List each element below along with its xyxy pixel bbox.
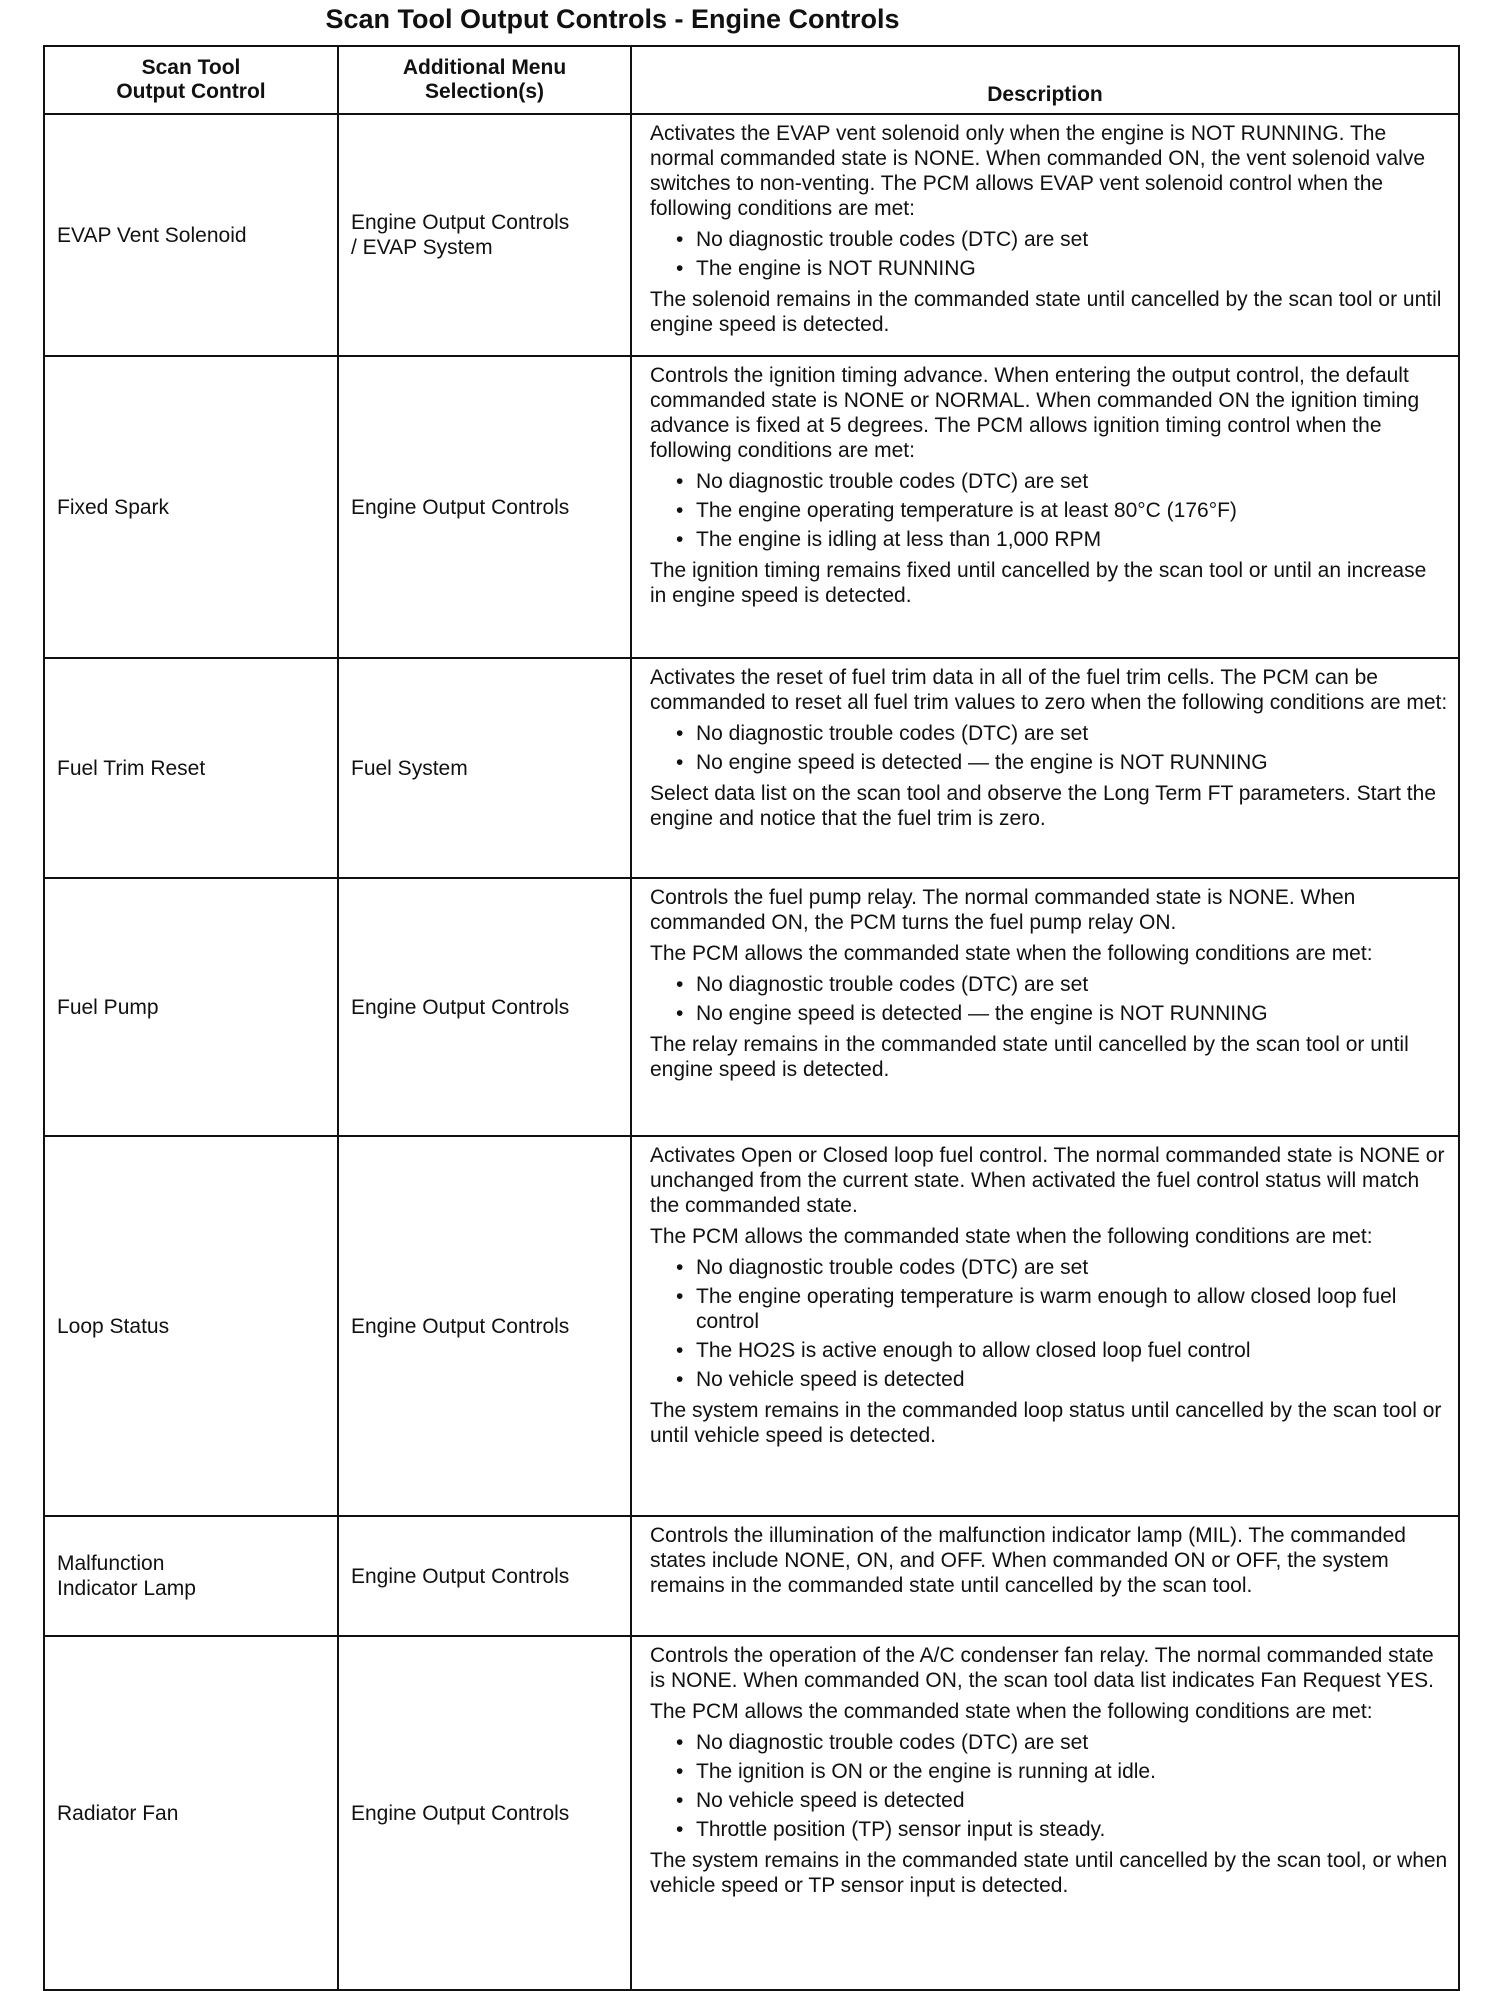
condition-list-item: • The engine operating temperature is at least 80°C (176°F) (676, 498, 1448, 523)
description-paragraph: Controls the illumination of the malfunction indicator lamp (MIL). The commanded states include NONE, ON, and OFF. When commanded ON or OFF, the system remains in the commanded state until cancelled by the scan tool. (650, 1524, 1406, 1597)
cell-menu-selection (338, 1636, 631, 1990)
description-paragraph: The relay remains in the commanded state until cancelled by the scan tool or until engine speed is detected. (650, 1033, 1409, 1081)
cell-text-line: Engine Output Controls (351, 1801, 570, 1825)
description-paragraph: Controls the fuel pump relay. The normal commanded state is NONE. When commanded ON, the PCM turns the fuel pump relay ON. (650, 886, 1356, 934)
condition-list-item: • No diagnostic trouble codes (DTC) are set (676, 1255, 1448, 1280)
condition-list (650, 1255, 1448, 1392)
table-row (44, 1516, 1459, 1636)
cell-output-control (44, 356, 338, 658)
table-header-row (44, 46, 1459, 114)
cell-text-line: Engine Output Controls (351, 211, 570, 234)
table-body (44, 114, 1459, 1990)
header-line: Selection(s) (424, 80, 545, 103)
cell-menu-selection (338, 658, 631, 878)
cell-text-line: / EVAP System (351, 236, 493, 259)
cell-text-line: Malfunction (57, 1552, 165, 1575)
table-row (44, 878, 1459, 1136)
condition-list-item: • Throttle position (TP) sensor input is steady. (676, 1817, 1448, 1842)
condition-list-item: • The HO2S is active enough to allow closed loop fuel control (676, 1338, 1448, 1363)
condition-list-item: • The engine operating temperature is warm enough to allow closed loop fuel control (676, 1284, 1448, 1334)
description-paragraph: The solenoid remains in the commanded state until cancelled by the scan tool or until engine speed is detected. (650, 288, 1442, 336)
description-paragraph: Activates the EVAP vent solenoid only when the engine is NOT RUNNING. The normal commanded state is NONE. When commanded ON, the vent solenoid valve switches to non-venting. The PCM allows EVAP vent solenoid control when the following conditions are met: (650, 122, 1426, 220)
table-row (44, 114, 1459, 356)
header-line: Additional Menu (402, 56, 567, 79)
header-line: Output Control (116, 80, 266, 103)
cell-menu-selection (338, 114, 631, 356)
cell-output-control (44, 1136, 338, 1516)
description-paragraph: The ignition timing remains fixed until cancelled by the scan tool or until an increase in engine speed is detected. (650, 559, 1427, 607)
table-row (44, 356, 1459, 658)
description-paragraph: Activates Open or Closed loop fuel control. The normal commanded state is NONE or unchanged from the current state. When activated the fuel control status will match the commanded state. (650, 1144, 1445, 1217)
cell-text-line: Loop Status (57, 1314, 170, 1338)
condition-list-item: • No diagnostic trouble codes (DTC) are set (676, 1730, 1448, 1755)
condition-list-item: • No engine speed is detected — the engine is NOT RUNNING (676, 1001, 1448, 1026)
cell-text-line: Radiator Fan (57, 1801, 179, 1825)
condition-list-item: • The engine is NOT RUNNING (676, 256, 1448, 281)
condition-list-item: • No diagnostic trouble codes (DTC) are set (676, 972, 1448, 997)
cell-output-control (44, 1636, 338, 1990)
page-title: Scan Tool Output Controls - Engine Controls (325, 4, 900, 34)
description-paragraph: Controls the operation of the A/C condenser fan relay. The normal commanded state is NONE. When commanded ON, the scan tool data list indicates Fan Request YES. (650, 1644, 1434, 1692)
cell-text-line: Engine Output Controls (351, 995, 570, 1019)
description-paragraph: The PCM allows the commanded state when the following conditions are met: (650, 1225, 1373, 1248)
description-paragraph: The PCM allows the commanded state when the following conditions are met: (650, 1700, 1373, 1723)
header-line: Scan Tool (141, 56, 241, 79)
condition-list-item: • The ignition is ON or the engine is running at idle. (676, 1759, 1448, 1784)
condition-list-item: • No vehicle speed is detected (676, 1367, 1448, 1392)
cell-description (631, 114, 1459, 356)
cell-output-control (44, 114, 338, 356)
table-row (44, 1636, 1459, 1990)
cell-output-control (44, 878, 338, 1136)
condition-list (650, 1730, 1448, 1842)
cell-menu-selection (338, 1136, 631, 1516)
table-row (44, 658, 1459, 878)
cell-text-line: Fuel System (351, 756, 468, 780)
description-paragraph: Activates the reset of fuel trim data in all of the fuel trim cells. The PCM can be commanded to reset all fuel trim values to zero when the following conditions are met: (650, 666, 1448, 714)
description-paragraph: Controls the ignition timing advance. When entering the output control, the default commanded state is NONE or NORMAL. When commanded ON the ignition timing advance is fixed at 5 degrees. The PCM allows ignition timing control when the following conditions are met: (650, 364, 1420, 462)
table-row (44, 1136, 1459, 1516)
cell-description (631, 356, 1459, 658)
cell-text-line: Fuel Pump (57, 995, 159, 1019)
description-paragraph: The system remains in the commanded loop status until cancelled by the scan tool or until vehicle speed is detected. (650, 1399, 1442, 1447)
header-output-control (44, 46, 338, 114)
cell-output-control (44, 1516, 338, 1636)
cell-description (631, 1136, 1459, 1516)
condition-list-item: • No vehicle speed is detected (676, 1788, 1448, 1813)
cell-description (631, 1516, 1459, 1636)
cell-text-line: Fuel Trim Reset (57, 756, 206, 780)
cell-text-line: Engine Output Controls (351, 1314, 570, 1338)
condition-list (650, 227, 1448, 281)
condition-list-item: • No diagnostic trouble codes (DTC) are set (676, 721, 1448, 746)
cell-text-line: Fixed Spark (57, 495, 170, 519)
condition-list-item: • No diagnostic trouble codes (DTC) are set (676, 227, 1448, 252)
condition-list-item: • No engine speed is detected — the engine is NOT RUNNING (676, 750, 1448, 775)
cell-text-line: Engine Output Controls (351, 495, 570, 519)
condition-list-item: • No diagnostic trouble codes (DTC) are set (676, 469, 1448, 494)
condition-list (650, 469, 1448, 552)
condition-list (650, 972, 1448, 1026)
cell-description (631, 878, 1459, 1136)
cell-text-line: Indicator Lamp (57, 1577, 196, 1600)
cell-output-control (44, 658, 338, 878)
cell-text-line: EVAP Vent Solenoid (57, 223, 247, 247)
cell-menu-selection (338, 356, 631, 658)
cell-description (631, 1636, 1459, 1990)
condition-list (650, 721, 1448, 775)
output-controls-table (43, 45, 1460, 1991)
description-paragraph: The system remains in the commanded state until cancelled by the scan tool, or when vehicle speed or TP sensor input is detected. (650, 1849, 1448, 1897)
cell-menu-selection (338, 878, 631, 1136)
cell-text-line: Engine Output Controls (351, 1564, 570, 1588)
condition-list-item: • The engine is idling at less than 1,000 RPM (676, 527, 1448, 552)
header-description: Description (631, 46, 1459, 114)
cell-description (631, 658, 1459, 878)
description-paragraph: The PCM allows the commanded state when the following conditions are met: (650, 942, 1373, 965)
header-menu-selection (338, 46, 631, 114)
cell-menu-selection (338, 1516, 631, 1636)
description-paragraph: Select data list on the scan tool and observe the Long Term FT parameters. Start the engine and notice that the fuel trim is zero. (650, 782, 1436, 830)
